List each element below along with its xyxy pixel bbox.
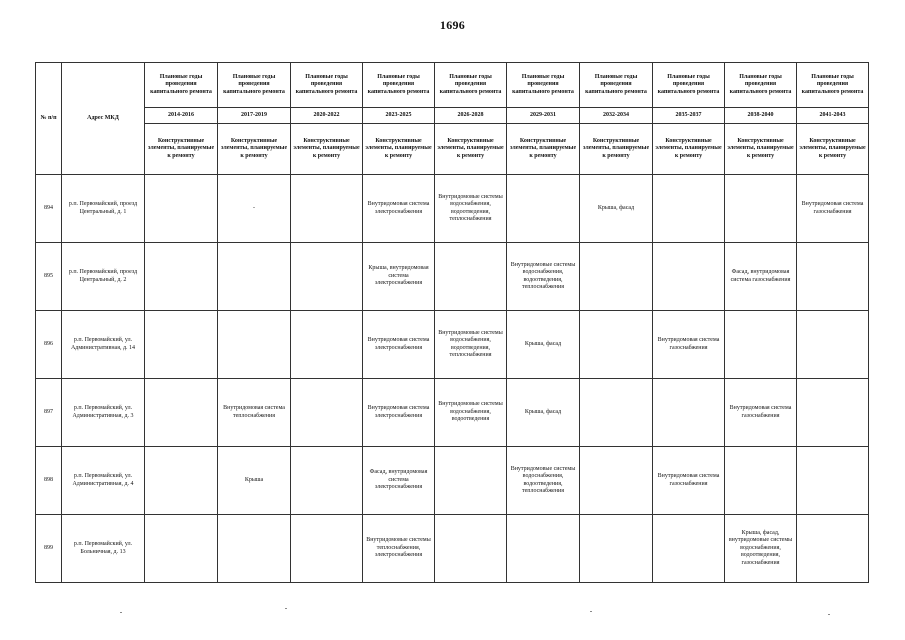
row-number: 897 [36, 379, 62, 447]
work-cell: Внутридомовая система газоснабжения [725, 379, 797, 447]
work-cell: Внутридомовая система газоснабжения [797, 175, 869, 243]
header-num: № п/п [36, 63, 62, 175]
work-cell [435, 243, 507, 311]
row-number: 898 [36, 447, 62, 515]
table-row [36, 515, 869, 583]
header-years: 2032-2034 [580, 108, 653, 124]
table-row [36, 243, 869, 311]
header-years: 2014-2016 [145, 108, 218, 124]
header-elements: Конструктивные элементы, планируемые к ремонту [145, 124, 218, 175]
work-cell: Фасад, внутридомовая система электроснабжения [363, 447, 435, 515]
header-years: 2023-2025 [363, 108, 435, 124]
header-row-periods [36, 63, 869, 108]
scan-speck [828, 614, 830, 615]
work-cell: - [218, 175, 291, 243]
header-elements: Конструктивные элементы, планируемые к ремонту [507, 124, 580, 175]
header-period-title: Плановые годы проведения капитального ремонта [507, 63, 580, 108]
work-cell: Внутридомовые системы водоснабжения, водоотведения [435, 379, 507, 447]
work-cell [580, 447, 653, 515]
capital-repair-table [35, 62, 869, 583]
work-cell: Крыша, фасад [580, 175, 653, 243]
work-cell [145, 447, 218, 515]
header-elements: Конструктивные элементы, планируемые к ремонту [653, 124, 725, 175]
header-years: 2035-2037 [653, 108, 725, 124]
work-cell: Внутридомовая система электроснабжения [363, 175, 435, 243]
work-cell: Внутридомовая система газоснабжения [653, 447, 725, 515]
header-period-title: Плановые годы проведения капитального ремонта [218, 63, 291, 108]
work-cell [797, 515, 869, 583]
work-cell [725, 311, 797, 379]
work-cell [291, 379, 363, 447]
header-elements: Конструктивные элементы, планируемые к ремонту [291, 124, 363, 175]
work-cell [291, 175, 363, 243]
header-years: 2017-2019 [218, 108, 291, 124]
work-cell: Крыша, фасад [507, 311, 580, 379]
work-cell: Крыша, внутридомовая система электроснабжения [363, 243, 435, 311]
header-elements: Конструктивные элементы, планируемые к ремонту [725, 124, 797, 175]
work-cell: Внутридомовые системы водоснабжения, водоотведения, теплоснабжения [507, 243, 580, 311]
work-cell: Фасад, внутридомовая система газоснабжения [725, 243, 797, 311]
work-cell: Крыша [218, 447, 291, 515]
work-cell [145, 243, 218, 311]
row-number: 894 [36, 175, 62, 243]
work-cell [653, 243, 725, 311]
scan-speck [120, 612, 122, 613]
work-cell [145, 175, 218, 243]
work-cell: Внутридомовая система теплоснабжения [218, 379, 291, 447]
header-period-title: Плановые годы проведения капитального ремонта [145, 63, 218, 108]
work-cell [797, 447, 869, 515]
header-elements: Конструктивные элементы, планируемые к ремонту [363, 124, 435, 175]
header-row-elements [36, 124, 869, 175]
row-address: р.п. Первомайский, ул. Административная, д. 4 [62, 447, 145, 515]
work-cell [580, 379, 653, 447]
table-body [36, 175, 869, 583]
work-cell [653, 175, 725, 243]
work-cell: Внутридомовые системы водоснабжения, водоотведения, теплоснабжения [507, 447, 580, 515]
row-address: р.п. Первомайский, проезд Центральный, д. 2 [62, 243, 145, 311]
work-cell [797, 311, 869, 379]
header-period-title: Плановые годы проведения капитального ремонта [653, 63, 725, 108]
work-cell [145, 379, 218, 447]
work-cell [797, 379, 869, 447]
work-cell [435, 515, 507, 583]
row-address: р.п. Первомайский, ул. Больничная, д. 13 [62, 515, 145, 583]
work-cell [797, 243, 869, 311]
header-years: 2020-2022 [291, 108, 363, 124]
header-period-title: Плановые годы проведения капитального ремонта [291, 63, 363, 108]
work-cell [145, 515, 218, 583]
row-address: р.п. Первомайский, ул. Административная, д. 14 [62, 311, 145, 379]
scan-speck [285, 608, 287, 609]
work-cell [507, 175, 580, 243]
work-cell [218, 311, 291, 379]
work-cell [653, 379, 725, 447]
table-row [36, 175, 869, 243]
row-address: р.п. Первомайский, проезд Центральный, д. 1 [62, 175, 145, 243]
header-period-title: Плановые годы проведения капитального ремонта [435, 63, 507, 108]
row-number: 899 [36, 515, 62, 583]
table-row [36, 311, 869, 379]
work-cell: Внутридомовая система газоснабжения [653, 311, 725, 379]
work-cell [580, 311, 653, 379]
work-cell [507, 515, 580, 583]
work-cell [653, 515, 725, 583]
work-cell [145, 311, 218, 379]
header-years: 2038-2040 [725, 108, 797, 124]
work-cell: Внутридомовые системы водоснабжения, водоотведения, теплоснабжения [435, 175, 507, 243]
row-number: 895 [36, 243, 62, 311]
work-cell: Крыша, фасад, внутридомовые системы водоснабжения, водоотведения, газоснабжения [725, 515, 797, 583]
work-cell [580, 515, 653, 583]
header-period-title: Плановые годы проведения капитального ремонта [580, 63, 653, 108]
work-cell [291, 243, 363, 311]
header-elements: Конструктивные элементы, планируемые к ремонту [797, 124, 869, 175]
table-row [36, 379, 869, 447]
work-cell [725, 175, 797, 243]
work-cell [218, 243, 291, 311]
work-cell [291, 311, 363, 379]
header-period-title: Плановые годы проведения капитального ремонта [363, 63, 435, 108]
row-number: 896 [36, 311, 62, 379]
header-period-title: Плановые годы проведения капитального ремонта [725, 63, 797, 108]
work-cell: Внутридомовая система электроснабжения [363, 379, 435, 447]
header-elements: Конструктивные элементы, планируемые к ремонту [218, 124, 291, 175]
work-cell: Внутридомовые системы водоснабжения, водоотведения, теплоснабжения [435, 311, 507, 379]
work-cell: Внутридомовые системы теплоснабжения, электроснабжения [363, 515, 435, 583]
work-cell: Крыша, фасад [507, 379, 580, 447]
header-elements: Конструктивные элементы, планируемые к ремонту [580, 124, 653, 175]
header-address: Адрес МКД [62, 63, 145, 175]
header-elements: Конструктивные элементы, планируемые к ремонту [435, 124, 507, 175]
work-cell [580, 243, 653, 311]
page-number: 1696 [439, 18, 466, 32]
work-cell [435, 447, 507, 515]
scan-speck [590, 611, 592, 612]
work-cell [291, 515, 363, 583]
header-row-years [36, 108, 869, 124]
header-period-title: Плановые годы проведения капитального ремонта [797, 63, 869, 108]
row-address: р.п. Первомайский, ул. Административная, д. 3 [62, 379, 145, 447]
work-cell [725, 447, 797, 515]
work-cell [291, 447, 363, 515]
header-years: 2041-2043 [797, 108, 869, 124]
work-cell: Внутридомовая система электроснабжения [363, 311, 435, 379]
header-years: 2029-2031 [507, 108, 580, 124]
header-years: 2026-2028 [435, 108, 507, 124]
table-row [36, 447, 869, 515]
work-cell [218, 515, 291, 583]
